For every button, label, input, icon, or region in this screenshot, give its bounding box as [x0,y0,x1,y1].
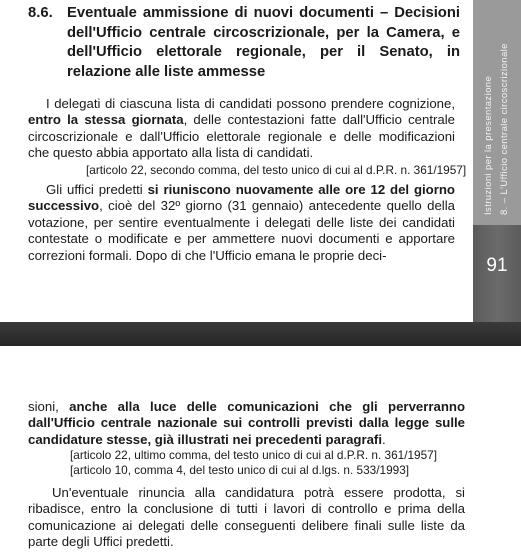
paragraph-2-text-a: Gli uffici predetti [46,182,148,197]
page-number: 91 [486,255,508,276]
citation-3: [articolo 10, comma 4, del testo unico di cui al d.lgs. n. 533/1993] [70,463,410,477]
paragraph-4: Un'eventuale rinuncia alla candidatura potrà essere prodotta, si ribadisce, entro la conclusione di tutti i lavori di controllo e prima della comunicazione ai delegati delle conseguenti delibere finali sulle liste da parte degli Uffici predetti. [28,485,465,550]
page-separator [0,322,521,346]
citation-1: [articolo 22, secondo comma, del testo unico di cui al d.P.R. n. 361/1957] [86,163,467,177]
side-strip [473,0,521,225]
running-header-2: 8. – L'Ufficio centrale circoscrizionale [499,43,510,215]
section-heading [28,4,460,82]
citation-2: [articolo 22, ultimo comma, del testo unico di cui al d.P.R. n. 361/1957] [70,448,437,462]
paragraph-3-text-b: . [381,431,386,447]
paragraph-3-bold: anche alla luce delle comunicazioni che gli perverranno dall'Ufficio centrale nazionale sui controlli previsti dalla legge sulle candidature stesse, già illustrati nei precedenti paragrafi [28,399,465,447]
paragraph-1-bold: entro la stessa giornata [28,112,184,128]
paragraph-1 [28,96,455,162]
section-number: 8.6. [28,5,53,21]
side-tab [473,0,521,322]
running-header-1: Istruzioni per la presentazione [483,75,494,215]
paragraph-1-text-a: I delegati di ciascuna lista di candidati possono prendere cognizione, [46,96,455,111]
paragraph-2 [28,182,455,264]
section-title: Eventuale ammissione di nuovi documenti – Decisioni dell'Ufficio centrale circoscrizionale, per la Camera, e dell'Ufficio elettorale regionale, per il Senato, in relazione alle liste ammesse [67,5,460,80]
paragraph-3-text-a: sioni, [28,399,70,414]
paragraph-1-text-b: , delle contestazioni fatte dall'Ufficio centrale circoscrizionale e dall'Ufficio elettorale regionale e delle modificazioni che questo abbia apportato alla lista di candidati. [28,112,456,161]
paragraph-2-text-b: , cioè del 32º giorno (31 gennaio) antecedente quello della votazione, per sentire eventualmente i delegati delle liste dei candidati contestate o modificate e per ammettere nuovi documenti e apportare correzioni formali. Dopo di che l'Ufficio emana le proprie deci- [28,198,455,263]
paragraph-3 [28,399,465,448]
paragraph-2-bold: si riuniscono nuovamente alle ore 12 del giorno successivo [28,182,455,214]
